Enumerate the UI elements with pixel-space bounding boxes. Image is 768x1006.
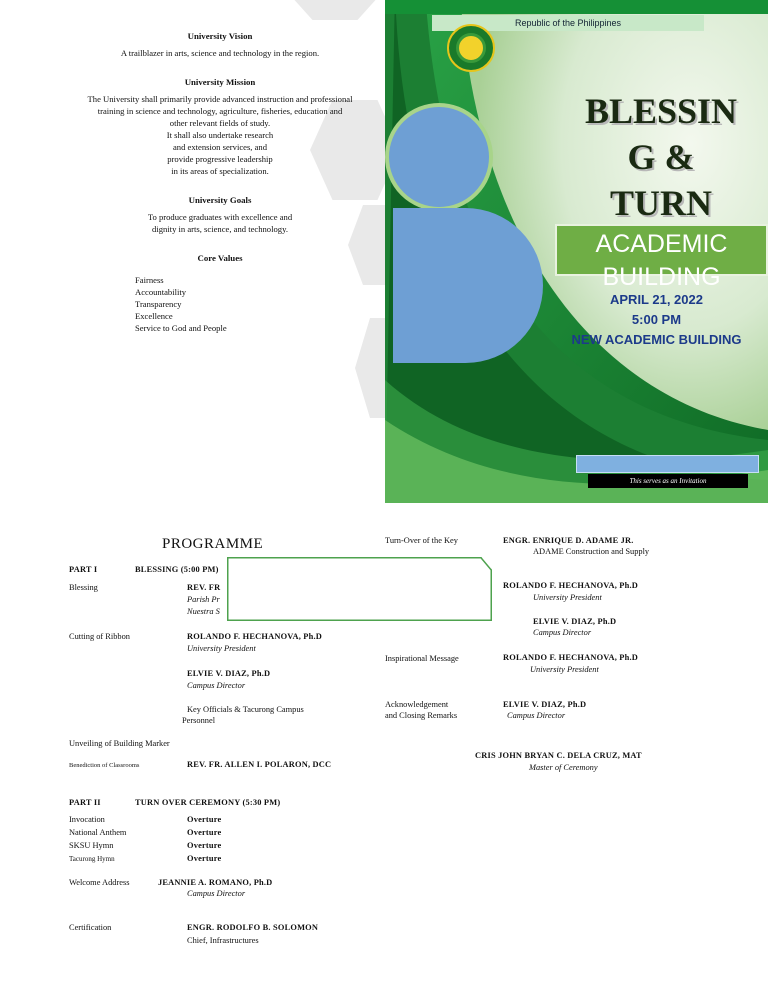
- republic-banner: Republic of the Philippines: [432, 15, 704, 31]
- benediction-label: Benediction of Classrooms: [69, 762, 140, 769]
- welcome-name: JEANNIE A. ROMANO, Ph.D: [158, 878, 273, 887]
- core-value-item: Transparency: [135, 299, 182, 309]
- tacurong-hymn-value: Overture: [187, 854, 222, 863]
- ribbon-name-2: ELVIE V. DIAZ, Ph.D: [187, 669, 271, 678]
- university-info: [60, 30, 380, 351]
- ribbon-others-1: Key Officials & Tacurong Campus: [187, 705, 304, 714]
- mission-title: University Mission: [184, 77, 256, 87]
- invocation-label: Invocation: [69, 815, 105, 824]
- core-value-item: Service to God and People: [135, 323, 227, 333]
- invitee-name-box: [576, 455, 759, 473]
- mission-line: and extension services, and: [172, 142, 268, 152]
- acceptance-role-2: Campus Director: [533, 628, 592, 637]
- goals-title: University Goals: [188, 195, 252, 205]
- closing-role: Campus Director: [507, 711, 566, 720]
- cover-panel: [385, 0, 768, 503]
- event-time: 5:00 PM: [631, 312, 682, 327]
- closing-label-2: and Closing Remarks: [385, 711, 458, 720]
- vision-text: A trailblazer in arts, science and technology in the region.: [120, 48, 320, 58]
- mission-line: It shall also undertake research: [166, 130, 274, 140]
- vision-section: [60, 30, 380, 59]
- core-values-section: [60, 252, 380, 334]
- mission-line: training in science and technology, agriculture, fisheries, education and: [97, 106, 343, 116]
- mission-line: in its areas of specialization.: [171, 166, 269, 176]
- vision-title: University Vision: [187, 31, 253, 41]
- university-seal-icon: [447, 24, 495, 72]
- mission-line: other relevant fields of study.: [169, 118, 271, 128]
- acceptance-name-1: ROLANDO F. HECHANOVA, Ph.D: [503, 581, 639, 590]
- inspirational-name: ROLANDO F. HECHANOVA, Ph.D: [503, 653, 639, 662]
- band-line: ACADEMIC: [595, 230, 728, 258]
- event-date: APRIL 21, 2022: [610, 292, 703, 307]
- mission-section: [60, 76, 380, 177]
- sksu-hymn-label: SKSU Hymn: [69, 841, 114, 850]
- event-venue: NEW ACADEMIC BUILDING: [571, 332, 742, 347]
- core-values-title: Core Values: [197, 253, 243, 263]
- invitation-note: This serves as an Invitation: [588, 474, 748, 488]
- event-title-line: BLESSIN: [584, 91, 738, 131]
- certification-label: Certification: [69, 923, 112, 932]
- hexagon-decoration: [290, 0, 380, 20]
- photo-placeholder-circle: [385, 103, 493, 211]
- blessing-officiant-parish: Nuestra S: [187, 607, 220, 616]
- closing-name: ELVIE V. DIAZ, Ph.D: [503, 700, 587, 709]
- acceptance-name-2: ELVIE V. DIAZ, Ph.D: [533, 617, 617, 626]
- ribbon-label: Cutting of Ribbon: [69, 632, 130, 641]
- turnover-name: ENGR. ENRIQUE D. ADAME JR.: [503, 536, 634, 545]
- invocation-value: Overture: [187, 815, 222, 824]
- turnover-org: ADAME Construction and Supply: [533, 547, 650, 556]
- certification-name: ENGR. RODOLFO B. SOLOMON: [187, 923, 319, 932]
- photo-placeholder-rounded: [393, 208, 543, 363]
- ribbon-others-2: Personnel: [182, 716, 216, 725]
- goals-line: To produce graduates with excellence and: [147, 212, 293, 222]
- emcee-role: Master of Ceremony: [529, 763, 598, 772]
- part2-label: PART II: [69, 798, 101, 807]
- turnover-label: Turn-Over of the Key: [385, 536, 458, 545]
- inspirational-role: University President: [530, 665, 599, 674]
- blessing-officiant-role: Parish Pr: [187, 595, 220, 604]
- welcome-role: Campus Director: [187, 889, 246, 898]
- unveiling-label: Unveiling of Building Marker: [69, 739, 170, 748]
- inspirational-label: Inspirational Message: [385, 654, 459, 663]
- closing-label-1: Acknowledgement: [385, 700, 449, 709]
- core-value-item: Accountability: [135, 287, 187, 297]
- blessing-label: Blessing: [69, 583, 98, 592]
- mission-line: provide progressive leadership: [167, 154, 273, 164]
- tacurong-hymn-label: Tacurong Hymn: [69, 855, 115, 863]
- core-value-item: Excellence: [135, 311, 173, 321]
- ribbon-name-1: ROLANDO F. HECHANOVA, Ph.D: [187, 632, 323, 641]
- ribbon-role-2: Campus Director: [187, 681, 246, 690]
- certification-role: Chief, Infrastructures: [187, 936, 259, 945]
- part1-title: BLESSING (5:00 PM): [135, 565, 219, 574]
- welcome-label: Welcome Address: [69, 878, 130, 887]
- anthem-label: National Anthem: [69, 828, 127, 837]
- sksu-hymn-value: Overture: [187, 841, 222, 850]
- benediction-name: REV. FR. ALLEN I. POLARON, DCC: [187, 760, 332, 769]
- event-title-line: TURN: [609, 183, 712, 223]
- core-value-item: Fairness: [135, 275, 164, 285]
- band-line: BUILDING: [602, 263, 721, 291]
- academic-building-band: [555, 224, 768, 291]
- empty-text-box-outline: [227, 557, 492, 621]
- event-title: [561, 88, 761, 226]
- acceptance-role-1: University President: [533, 593, 602, 602]
- core-values-list: [135, 274, 380, 334]
- blessing-officiant: REV. FR: [187, 583, 221, 592]
- part1-label: PART I: [69, 565, 98, 574]
- programme-title: PROGRAMME: [162, 536, 264, 552]
- emcee-name: CRIS JOHN BRYAN C. DELA CRUZ, MAT: [475, 751, 642, 760]
- event-title-line: G &: [627, 137, 695, 177]
- goals-section: [60, 194, 380, 235]
- mission-line: The University shall primarily provide advanced instruction and professional: [87, 94, 353, 104]
- ribbon-role-1: University President: [187, 644, 256, 653]
- part2-title: TURN OVER CEREMONY (5:30 PM): [135, 798, 281, 807]
- goals-line: dignity in arts, science, and technology.: [152, 224, 288, 234]
- anthem-value: Overture: [187, 828, 222, 837]
